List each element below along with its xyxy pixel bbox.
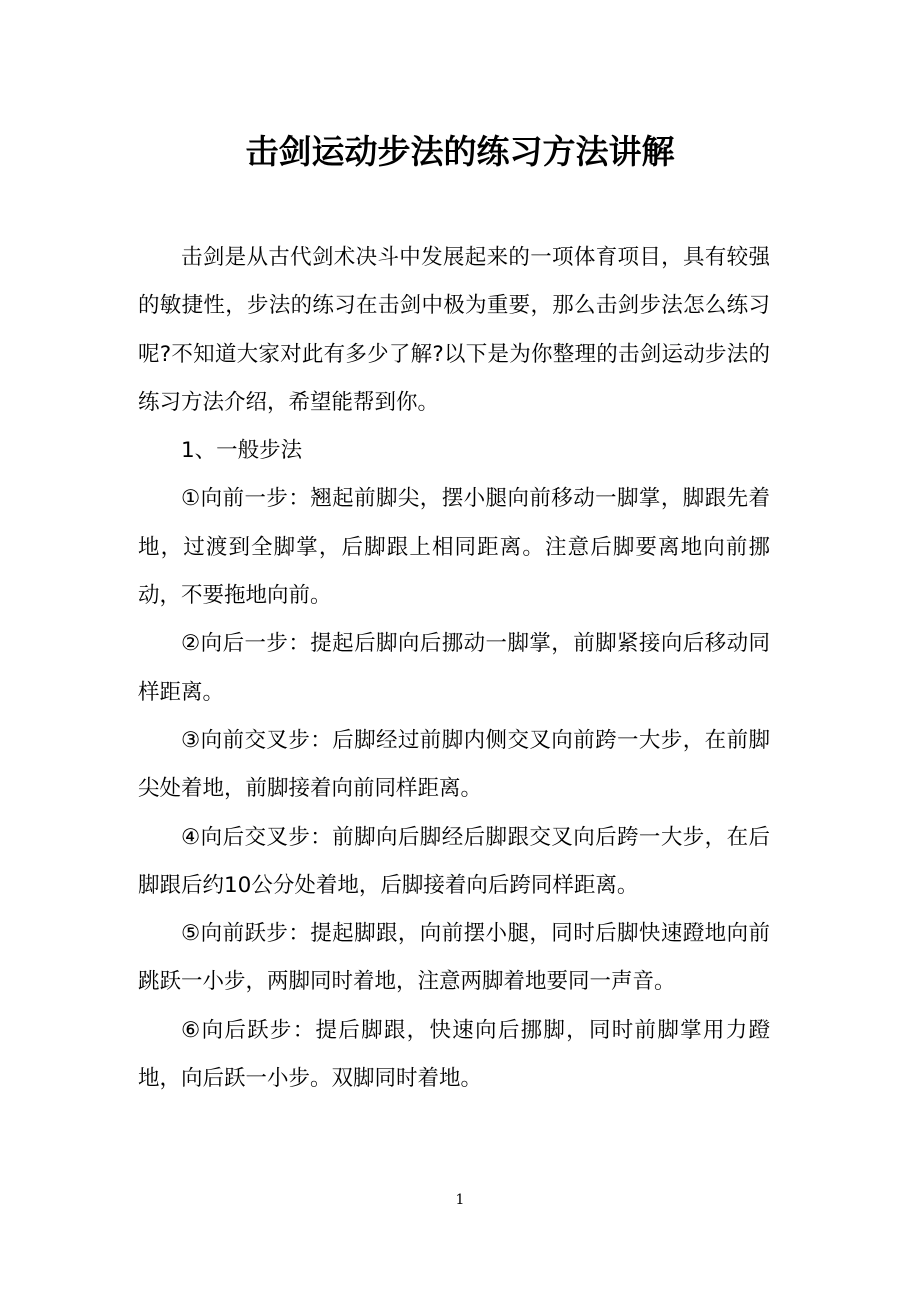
page-number: 1 [455,1192,465,1208]
paragraph-cross-step-forward: ③向前交叉步：后脚经过前脚内侧交叉向前跨一大步，在前脚尖处着地，前脚接着向前同样距离。 [138,727,770,802]
paragraph-jump-forward: ⑤向前跃步：提起脚跟，向前摆小腿，同时后脚快速蹬地向前跳跃一小步，两脚同时着地，注意两脚着地要同一声音。 [138,921,770,995]
document-title: 击剑运动步法的练习方法讲解 [245,132,675,171]
paragraph-cross-step-backward: ④向后交叉步：前脚向后脚经后脚跟交叉向后跨一大步，在后脚跟后约10公分处着地，后脚接着向后跨同样距离。 [138,824,770,898]
paragraph-intro: 击剑是从古代剑术决斗中发展起来的一项体育项目，具有较强的敏捷性，步法的练习在击剑中极为重要，那么击剑步法怎么练习呢?不知道大家对此有多少了解?以下是为你整理的击剑运动步法的练习方法介绍，希望能帮到你。 [138,245,770,415]
document-body [138,234,770,1103]
paragraph-step-backward: ②向后一步：提起后脚向后挪动一脚掌，前脚紧接向后移动同样距离。 [138,631,770,705]
section-heading-general-footwork: 1、一般步法 [181,438,303,464]
paragraph-step-forward: ①向前一步：翘起前脚尖，摆小腿向前移动一脚掌，脚跟先着地，过渡到全脚掌，后脚跟上相同距离。注意后脚要离地向前挪动，不要拖地向前。 [138,486,770,609]
paragraph-jump-backward: ⑥向后跃步：提后脚跟，快速向后挪脚，同时前脚掌用力蹬地，向后跃一小步。双脚同时着地。 [138,1017,770,1092]
